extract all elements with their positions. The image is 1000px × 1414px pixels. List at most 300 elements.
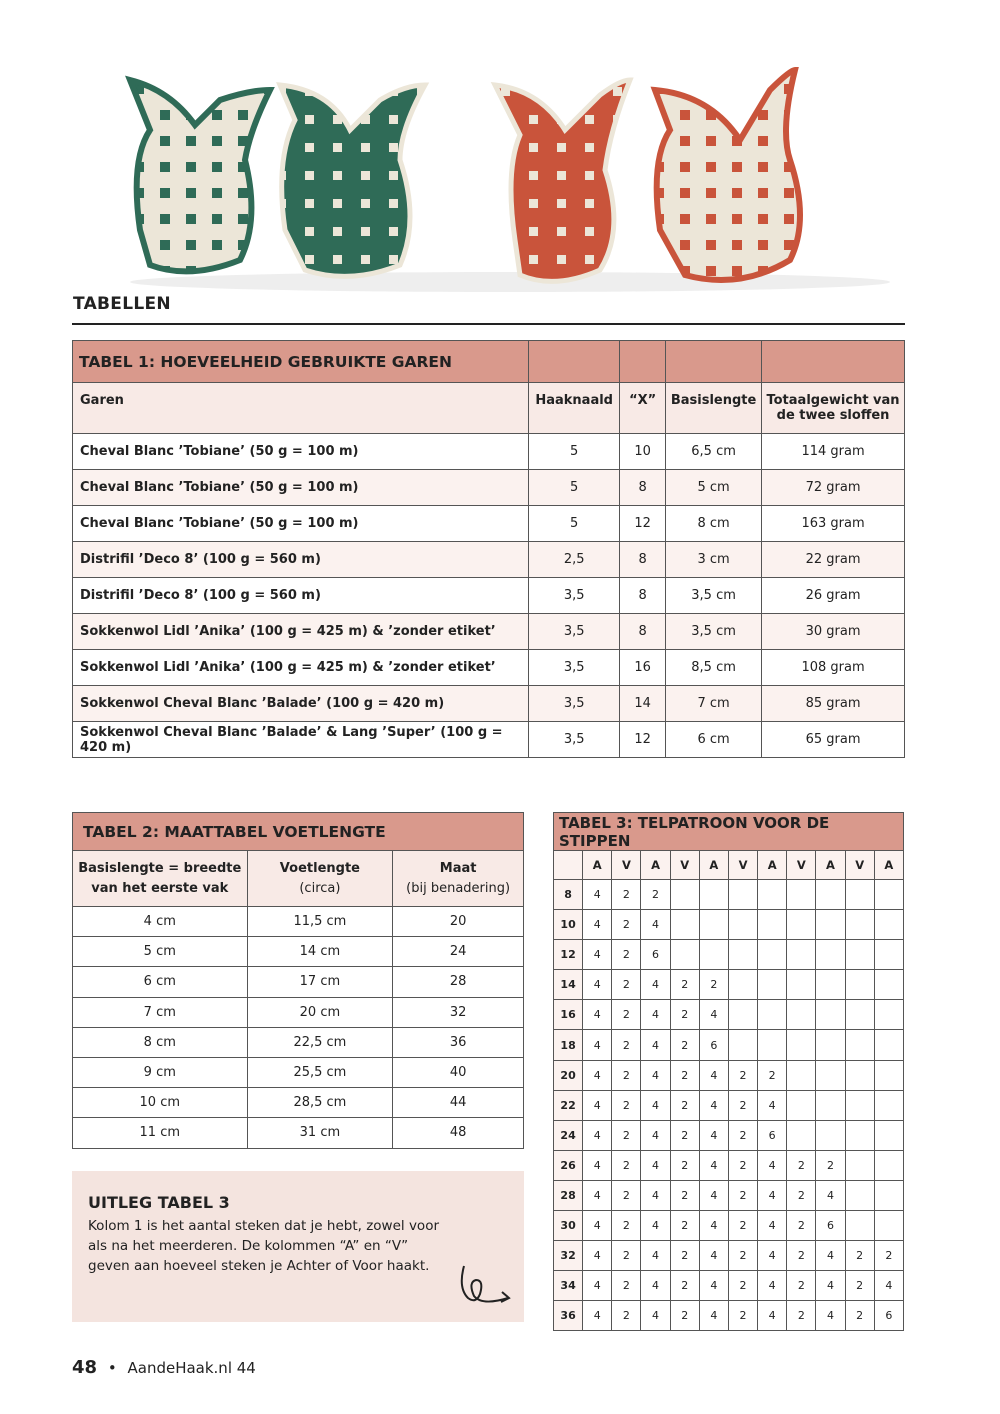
stitch-count-cell: 22 xyxy=(554,1090,583,1120)
table-cell: 2 xyxy=(845,1271,874,1301)
table-cell xyxy=(758,970,787,1000)
table-cell: 4 xyxy=(583,1271,612,1301)
table-cell: 2 xyxy=(874,1241,903,1271)
table-cell: 2 xyxy=(612,1301,641,1331)
table-cell xyxy=(816,1030,845,1060)
table-cell: 2 xyxy=(699,970,728,1000)
table-cell xyxy=(787,1120,816,1150)
stitch-count-cell: 36 xyxy=(554,1301,583,1331)
table-cell xyxy=(816,910,845,940)
table-cell: 2 xyxy=(612,970,641,1000)
size-table xyxy=(72,812,524,1149)
table-cell xyxy=(816,1000,845,1030)
table-cell xyxy=(845,880,874,910)
slipper-white-red xyxy=(655,70,800,280)
table-cell xyxy=(758,1030,787,1060)
table-cell: 28 xyxy=(393,967,524,997)
table-cell xyxy=(845,1120,874,1150)
yarn-name-cell: Sokkenwol Cheval Blanc ’Balade’ (100 g = 420 m) xyxy=(73,686,529,722)
footer-bullet: • xyxy=(107,1359,117,1377)
table-cell xyxy=(816,970,845,1000)
table-cell: 4 xyxy=(583,1241,612,1271)
col-header: Haaknaald xyxy=(529,383,620,434)
table-cell xyxy=(874,1150,903,1180)
table-cell xyxy=(728,1030,757,1060)
yarn-table-title: TABEL 1: HOEVEELHEID GEBRUIKTE GAREN xyxy=(73,341,529,383)
table-cell: 4 xyxy=(758,1271,787,1301)
stitch-count-cell: 34 xyxy=(554,1271,583,1301)
table-cell: 2 xyxy=(612,1241,641,1271)
table-row xyxy=(73,1057,524,1087)
explanation-title: UITLEG TABEL 3 xyxy=(88,1193,230,1212)
table-cell: 3,5 xyxy=(529,578,620,614)
table-row xyxy=(73,650,905,686)
table-cell: 4 xyxy=(583,1120,612,1150)
stitch-count-cell: 12 xyxy=(554,940,583,970)
table-cell: 4 xyxy=(699,1301,728,1331)
table-cell: 16 xyxy=(620,650,666,686)
section-title: TABELLEN xyxy=(73,294,171,314)
table-row xyxy=(554,940,904,970)
col-header: A xyxy=(874,851,903,880)
table-cell: 2 xyxy=(728,1150,757,1180)
table-cell: 2 xyxy=(612,910,641,940)
table-cell xyxy=(728,970,757,1000)
table-cell xyxy=(845,1060,874,1090)
section-divider xyxy=(72,323,905,325)
page-footer xyxy=(72,1357,256,1378)
table-cell: 4 xyxy=(583,940,612,970)
table-cell xyxy=(845,940,874,970)
table-cell: 8 xyxy=(620,578,666,614)
col-header: A xyxy=(758,851,787,880)
slipper-red xyxy=(495,80,630,281)
table-row xyxy=(554,1301,904,1331)
table-cell xyxy=(787,880,816,910)
table-row xyxy=(554,1241,904,1271)
table-cell: 11 cm xyxy=(73,1118,248,1148)
table-row xyxy=(73,686,905,722)
table-cell: 4 xyxy=(641,1211,670,1241)
table-cell: 14 cm xyxy=(247,937,393,967)
table-cell xyxy=(874,970,903,1000)
table-cell: 5 cm xyxy=(73,937,248,967)
table-cell: 2 xyxy=(670,1271,699,1301)
table-cell: 2 xyxy=(728,1090,757,1120)
table-cell: 7 cm xyxy=(666,686,762,722)
table-cell: 2 xyxy=(787,1241,816,1271)
table-cell xyxy=(874,910,903,940)
table-row xyxy=(73,967,524,997)
table-cell: 4 xyxy=(583,1211,612,1241)
table-cell: 2 xyxy=(728,1120,757,1150)
table-cell: 2 xyxy=(670,970,699,1000)
table-cell: 2 xyxy=(845,1241,874,1271)
dot-pattern-table xyxy=(553,812,904,1331)
table-cell: 4 xyxy=(641,1241,670,1271)
yarn-name-cell: Distrifil ’Deco 8’ (100 g = 560 m) xyxy=(73,542,529,578)
table-cell: 4 xyxy=(758,1180,787,1210)
col-header: A xyxy=(583,851,612,880)
table-cell xyxy=(816,880,845,910)
table-row xyxy=(73,470,905,506)
dot-table-title-row xyxy=(554,813,904,851)
table-cell: 2 xyxy=(612,1211,641,1241)
dot-table-header-row xyxy=(554,851,904,880)
table-cell: 4 xyxy=(758,1241,787,1271)
yarn-name-cell: Sokkenwol Lidl ’Anika’ (100 g = 425 m) & ’zonder etiket’ xyxy=(73,650,529,686)
table-cell: 2 xyxy=(758,1060,787,1090)
table-cell: 2 xyxy=(787,1180,816,1210)
stitch-count-cell: 26 xyxy=(554,1150,583,1180)
table-cell: 4 xyxy=(583,910,612,940)
table-cell: 17 cm xyxy=(247,967,393,997)
table-cell: 32 xyxy=(393,997,524,1027)
table-cell: 4 xyxy=(874,1271,903,1301)
table-cell: 2 xyxy=(670,1211,699,1241)
table-cell: 2 xyxy=(728,1301,757,1331)
table-cell: 26 gram xyxy=(762,578,905,614)
table-row xyxy=(73,506,905,542)
publication-name: AandeHaak.nl 44 xyxy=(127,1359,256,1377)
table-cell xyxy=(670,910,699,940)
table-cell: 2 xyxy=(670,1301,699,1331)
table-cell: 9 cm xyxy=(73,1057,248,1087)
col-header: Voetlengte (circa) xyxy=(247,851,393,907)
table-cell: 4 xyxy=(816,1271,845,1301)
stitch-count-cell: 30 xyxy=(554,1211,583,1241)
table-cell: 6 cm xyxy=(73,967,248,997)
table-cell: 4 xyxy=(583,1090,612,1120)
table-cell: 10 cm xyxy=(73,1088,248,1118)
col-header: Totaalgewicht van de twee sloffen xyxy=(762,383,905,434)
table-cell: 4 xyxy=(699,1180,728,1210)
table-cell: 4 xyxy=(699,1211,728,1241)
table-cell xyxy=(787,1090,816,1120)
table-cell xyxy=(874,1180,903,1210)
col-header: A xyxy=(699,851,728,880)
stitch-count-cell: 28 xyxy=(554,1180,583,1210)
table-cell: 2 xyxy=(728,1180,757,1210)
table-cell: 8,5 cm xyxy=(666,650,762,686)
table-row xyxy=(554,1090,904,1120)
table-cell: 4 xyxy=(699,1241,728,1271)
table-cell: 2 xyxy=(787,1271,816,1301)
table-cell: 4 xyxy=(641,1150,670,1180)
table-cell: 4 xyxy=(641,910,670,940)
table-cell xyxy=(874,940,903,970)
table-cell xyxy=(874,1030,903,1060)
yarn-table-header-row xyxy=(73,383,905,434)
table-cell: 4 xyxy=(699,1090,728,1120)
size-table-title-row xyxy=(73,813,524,851)
table-cell: 4 xyxy=(641,1180,670,1210)
table-cell xyxy=(816,1120,845,1150)
table-cell: 30 gram xyxy=(762,614,905,650)
table-cell xyxy=(787,910,816,940)
table-cell: 2 xyxy=(670,1241,699,1271)
table-cell: 4 xyxy=(699,1271,728,1301)
table-cell xyxy=(728,940,757,970)
col-header: V xyxy=(728,851,757,880)
table-cell: 2 xyxy=(845,1301,874,1331)
table-cell: 24 xyxy=(393,937,524,967)
page-number: 48 xyxy=(72,1357,98,1378)
table-cell: 2 xyxy=(728,1271,757,1301)
table-cell: 3,5 xyxy=(529,722,620,758)
table-cell: 2 xyxy=(670,1030,699,1060)
col-header: “X” xyxy=(620,383,666,434)
stitch-count-cell: 24 xyxy=(554,1120,583,1150)
table-cell: 40 xyxy=(393,1057,524,1087)
table-cell: 2 xyxy=(670,1000,699,1030)
table-cell: 6 xyxy=(641,940,670,970)
table-cell xyxy=(845,1180,874,1210)
table-cell: 36 xyxy=(393,1027,524,1057)
table-cell xyxy=(874,1060,903,1090)
yarn-name-cell: Sokkenwol Lidl ’Anika’ (100 g = 425 m) & ’zonder etiket’ xyxy=(73,614,529,650)
table-cell xyxy=(874,1120,903,1150)
table-cell: 7 cm xyxy=(73,997,248,1027)
table-cell xyxy=(816,940,845,970)
table-cell: 2 xyxy=(728,1211,757,1241)
table-cell: 14 xyxy=(620,686,666,722)
table-cell xyxy=(874,1211,903,1241)
table-cell: 4 xyxy=(583,1150,612,1180)
table-cell: 2 xyxy=(670,1150,699,1180)
table-row xyxy=(554,1000,904,1030)
table-cell: 2 xyxy=(612,940,641,970)
table-cell xyxy=(758,910,787,940)
table-cell xyxy=(670,940,699,970)
table-row xyxy=(73,937,524,967)
table-cell xyxy=(699,940,728,970)
table-cell xyxy=(874,880,903,910)
table-cell: 4 xyxy=(583,1301,612,1331)
table-row xyxy=(73,1118,524,1148)
table-cell: 22 gram xyxy=(762,542,905,578)
table-row xyxy=(73,907,524,937)
table-cell: 6 xyxy=(874,1301,903,1331)
table-row xyxy=(73,614,905,650)
table-cell xyxy=(845,1211,874,1241)
explanation-text: Kolom 1 is het aantal steken dat je hebt, zowel voor als na het meerderen. De kolommen “A” en “V” geven aan hoeveel steken je Achter of Voor haakt. xyxy=(88,1218,439,1274)
table-row xyxy=(554,880,904,910)
table-row xyxy=(554,1211,904,1241)
table-cell: 12 xyxy=(620,506,666,542)
table-cell: 4 xyxy=(641,1301,670,1331)
table-cell xyxy=(845,910,874,940)
table-cell: 3,5 xyxy=(529,614,620,650)
table-cell: 8 cm xyxy=(666,506,762,542)
table-row xyxy=(554,1060,904,1090)
table-cell xyxy=(728,880,757,910)
table-cell xyxy=(816,1060,845,1090)
yarn-table-title-row xyxy=(73,341,905,383)
table-cell: 4 xyxy=(641,1120,670,1150)
col-header: A xyxy=(816,851,845,880)
table-cell: 4 xyxy=(816,1241,845,1271)
table-cell: 2 xyxy=(728,1241,757,1271)
table-cell: 4 xyxy=(699,1150,728,1180)
slipper-green-white xyxy=(130,80,270,271)
col-header: Basislengte xyxy=(666,383,762,434)
col-header: Garen xyxy=(73,383,529,434)
table-cell xyxy=(874,1000,903,1030)
table-cell: 11,5 cm xyxy=(247,907,393,937)
table-cell xyxy=(845,970,874,1000)
yarn-name-cell: Distrifil ’Deco 8’ (100 g = 560 m) xyxy=(73,578,529,614)
table-row xyxy=(73,1027,524,1057)
table-cell: 4 xyxy=(641,1271,670,1301)
size-table-header-row xyxy=(73,851,524,907)
table-cell: 72 gram xyxy=(762,470,905,506)
table-cell: 25,5 cm xyxy=(247,1057,393,1087)
table-cell: 6 xyxy=(816,1211,845,1241)
table-cell xyxy=(787,1000,816,1030)
col-header: Basislengte = breedte van het eerste vak xyxy=(73,851,248,907)
swirl-arrow-icon xyxy=(456,1258,516,1308)
table-cell: 2 xyxy=(612,1090,641,1120)
table-cell xyxy=(845,1030,874,1060)
table-row xyxy=(554,910,904,940)
table-cell: 4 xyxy=(641,1000,670,1030)
stitch-count-cell: 20 xyxy=(554,1060,583,1090)
col-header: V xyxy=(787,851,816,880)
table-cell: 2 xyxy=(612,1180,641,1210)
table-row xyxy=(73,578,905,614)
table-cell: 6 xyxy=(758,1120,787,1150)
table-cell xyxy=(787,1060,816,1090)
table-cell: 4 xyxy=(641,970,670,1000)
table-cell xyxy=(787,970,816,1000)
table-cell: 4 xyxy=(583,970,612,1000)
table-cell: 108 gram xyxy=(762,650,905,686)
table-cell: 4 cm xyxy=(73,907,248,937)
table-cell: 22,5 cm xyxy=(247,1027,393,1057)
table-cell: 85 gram xyxy=(762,686,905,722)
table-cell: 65 gram xyxy=(762,722,905,758)
table-cell: 4 xyxy=(816,1180,845,1210)
explanation-box xyxy=(72,1171,524,1322)
table-cell xyxy=(845,1000,874,1030)
col-header: V xyxy=(845,851,874,880)
table-cell: 163 gram xyxy=(762,506,905,542)
col-header xyxy=(554,851,583,880)
table-cell: 4 xyxy=(816,1301,845,1331)
table-cell: 4 xyxy=(699,1000,728,1030)
table-cell: 2 xyxy=(816,1150,845,1180)
table-cell: 2 xyxy=(787,1211,816,1241)
table-row xyxy=(554,1120,904,1150)
table-cell: 114 gram xyxy=(762,434,905,470)
table-cell: 4 xyxy=(583,880,612,910)
yarn-name-cell: Cheval Blanc ’Tobiane’ (50 g = 100 m) xyxy=(73,506,529,542)
table-cell: 3,5 cm xyxy=(666,614,762,650)
table-cell xyxy=(699,880,728,910)
table-cell: 20 xyxy=(393,907,524,937)
table-cell: 3,5 xyxy=(529,650,620,686)
table-cell xyxy=(787,1030,816,1060)
col-header: V xyxy=(670,851,699,880)
table-cell xyxy=(728,1000,757,1030)
table-cell: 2 xyxy=(670,1180,699,1210)
stitch-count-cell: 16 xyxy=(554,1000,583,1030)
table-cell: 5 cm xyxy=(666,470,762,506)
table-cell: 3 cm xyxy=(666,542,762,578)
table-cell: 4 xyxy=(758,1090,787,1120)
table-cell: 4 xyxy=(583,1000,612,1030)
stitch-count-cell: 8 xyxy=(554,880,583,910)
yarn-name-cell: Sokkenwol Cheval Blanc ’Balade’ & Lang ’Super’ (100 g = 420 m) xyxy=(73,722,529,758)
table-cell: 5 xyxy=(529,434,620,470)
table-cell xyxy=(874,1090,903,1120)
table-cell: 2 xyxy=(612,1030,641,1060)
col-header: A xyxy=(641,851,670,880)
table-cell: 4 xyxy=(583,1180,612,1210)
table-cell: 5 xyxy=(529,506,620,542)
table-row xyxy=(73,542,905,578)
table-row xyxy=(554,1150,904,1180)
table-cell xyxy=(787,940,816,970)
table-cell xyxy=(699,910,728,940)
stitch-count-cell: 14 xyxy=(554,970,583,1000)
table-cell: 12 xyxy=(620,722,666,758)
table-cell: 2 xyxy=(670,1120,699,1150)
table-cell: 20 cm xyxy=(247,997,393,1027)
table-cell: 2 xyxy=(612,880,641,910)
table-cell xyxy=(670,880,699,910)
table-cell: 4 xyxy=(641,1060,670,1090)
table-cell xyxy=(728,910,757,940)
table-row xyxy=(554,1180,904,1210)
table-cell: 2 xyxy=(787,1301,816,1331)
slipper-green xyxy=(280,85,425,276)
table-cell xyxy=(816,1090,845,1120)
table-cell: 48 xyxy=(393,1118,524,1148)
col-header: Maat (bij benadering) xyxy=(393,851,524,907)
dot-table-title: TABEL 3: TELPATROON VOOR DE STIPPEN xyxy=(554,813,904,851)
table-cell: 4 xyxy=(758,1211,787,1241)
table-cell: 4 xyxy=(758,1301,787,1331)
table-cell: 2 xyxy=(728,1060,757,1090)
table-cell xyxy=(845,1090,874,1120)
table-cell: 8 xyxy=(620,542,666,578)
table-cell: 2 xyxy=(612,1271,641,1301)
table-cell: 2 xyxy=(612,1060,641,1090)
table-cell: 2,5 xyxy=(529,542,620,578)
table-cell: 2 xyxy=(612,1150,641,1180)
size-table-title: TABEL 2: MAATTABEL VOETLENGTE xyxy=(73,813,524,851)
table-cell: 28,5 cm xyxy=(247,1088,393,1118)
table-cell: 4 xyxy=(583,1060,612,1090)
table-cell: 3,5 cm xyxy=(666,578,762,614)
table-cell: 44 xyxy=(393,1088,524,1118)
table-row xyxy=(554,970,904,1000)
table-cell: 10 xyxy=(620,434,666,470)
table-cell xyxy=(758,940,787,970)
slippers-photo xyxy=(100,50,920,300)
yarn-name-cell: Cheval Blanc ’Tobiane’ (50 g = 100 m) xyxy=(73,434,529,470)
table-cell: 8 xyxy=(620,470,666,506)
table-cell: 2 xyxy=(670,1090,699,1120)
table-cell: 6 cm xyxy=(666,722,762,758)
table-cell: 4 xyxy=(699,1060,728,1090)
yarn-name-cell: Cheval Blanc ’Tobiane’ (50 g = 100 m) xyxy=(73,470,529,506)
table-cell: 4 xyxy=(699,1120,728,1150)
stitch-count-cell: 18 xyxy=(554,1030,583,1060)
table-cell xyxy=(758,1000,787,1030)
